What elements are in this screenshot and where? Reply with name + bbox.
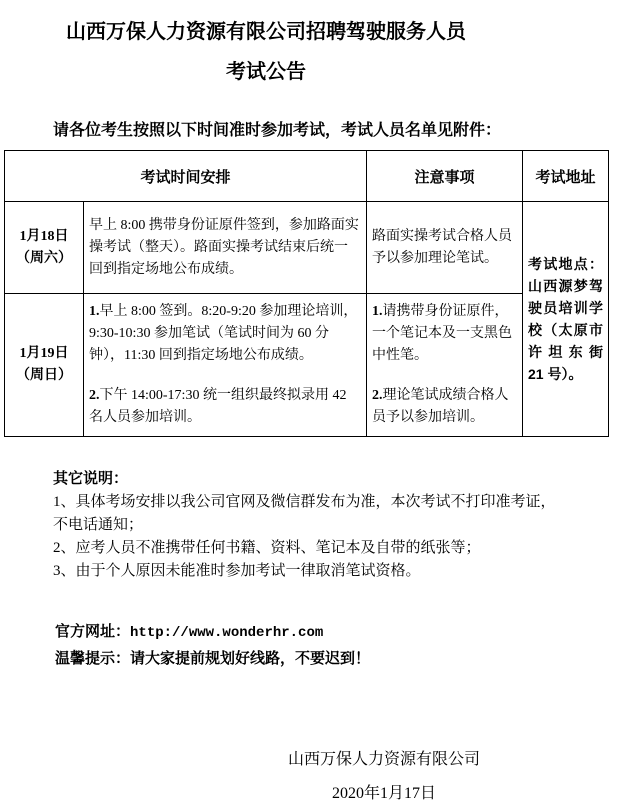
- website-url: http://www.wonderhr.com: [130, 625, 324, 641]
- footer-date: 2020年1月17日: [331, 785, 436, 802]
- other-note-item-3: 3、由于个人原因未能准时参加考试一律取消笔试资格。: [53, 563, 421, 579]
- column-header-address: 考试地址: [523, 151, 609, 202]
- table-row-jan18: [5, 202, 609, 294]
- tip-line: [55, 646, 618, 671]
- date-line-1: 1月19日: [19, 346, 69, 361]
- tip-label: 温馨提示：: [55, 650, 131, 667]
- date-line-2: （周六）: [16, 250, 72, 266]
- table-header-row: [5, 151, 609, 202]
- schedule-cell-jan18: [84, 202, 367, 294]
- schedule-text: 早上 8:00 携带身份证原件签到，参加路面实操考试（整天）。路面实操考试结束后统一回到指定场地公布成绩。: [89, 217, 359, 277]
- notes-text: 路面实操考试合格人员予以参加理论笔试。: [372, 228, 513, 266]
- column-header-schedule: 考试时间安排: [5, 151, 367, 202]
- item-number: 2.: [89, 388, 100, 403]
- date-line-2: （周日）: [16, 368, 72, 383]
- notes-cell-jan19: [367, 294, 523, 437]
- other-notes-section: [53, 467, 568, 583]
- website-label: 官方网址：: [55, 623, 131, 640]
- item-text: 理论笔试成绩合格人员予以参加培训。: [372, 388, 509, 425]
- table-row-jan19: [5, 294, 609, 437]
- other-notes-heading: 其它说明：: [53, 470, 129, 487]
- title-line-1: 山西万保人力资源有限公司招聘驾驶服务人员: [66, 21, 466, 43]
- schedule-item-1: [89, 301, 361, 367]
- item-number: 1.: [372, 304, 383, 319]
- links-section: [55, 619, 618, 671]
- item-number: 1.: [89, 304, 100, 319]
- tip-text: 请大家提前规划好线路，不要迟到！: [130, 650, 371, 667]
- item-number: 2.: [372, 388, 383, 403]
- footer-company: 山西万保人力资源有限公司: [287, 751, 480, 768]
- column-header-notes: 注意事项: [367, 151, 523, 202]
- schedule-item-2: [89, 385, 361, 429]
- intro-text: 请各位考生按照以下时间准时参加考试，考试人员名单见附件：: [53, 122, 502, 139]
- item-text: 下午 14:00-17:30 统一组织最终拟录用 42 名人员参加培训。: [89, 388, 347, 425]
- other-note-item-2: 2、应考人员不准携带任何书籍、资料、笔记本及自带的纸张等；: [53, 540, 481, 556]
- item-text: 请携带身份证原件，一个笔记本及一支黑色中性笔。: [372, 304, 513, 363]
- item-text: 早上 8:00 签到。8:20-9:20 参加理论培训，9:30-10:30 参加笔试（笔试时间为 60 分钟），11:30 回到指定场地公布成绩。: [89, 304, 358, 363]
- other-note-item-1: 1、具体考场安排以我公司官网及微信群发布为准，本次考试不打印准考证，不电话通知；: [53, 494, 556, 533]
- schedule-cell-jan19: [84, 294, 367, 437]
- signature-block: [0, 749, 618, 805]
- notes-item-2: [372, 385, 517, 429]
- page-title: [0, 0, 532, 92]
- date-line-1: 1月18日: [19, 228, 69, 244]
- address-cell: [523, 202, 609, 437]
- address-text: 考试地点：山西源梦驾驶员培训学校（太原市许坦东街 21 号）。: [528, 256, 604, 382]
- notes-item-1: [372, 301, 517, 367]
- title-line-2: 考试公告: [226, 61, 306, 83]
- date-cell-jan19: [5, 294, 84, 437]
- exam-schedule-table: [4, 150, 609, 437]
- website-line: [55, 619, 618, 646]
- date-cell-jan18: [5, 202, 84, 294]
- notes-cell-jan18: [367, 202, 523, 294]
